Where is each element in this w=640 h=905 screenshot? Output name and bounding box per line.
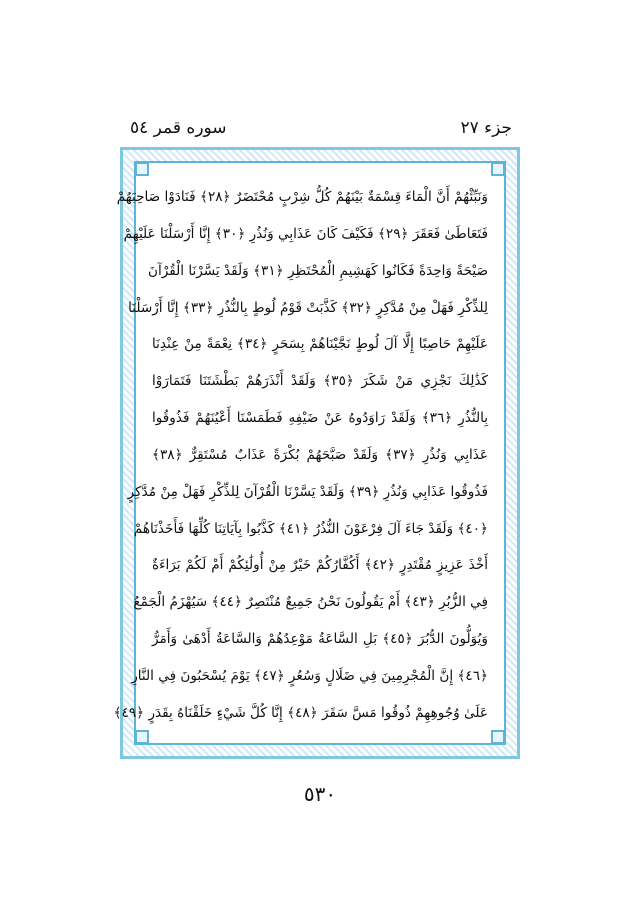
verse-line: لِلذِّكْرِ فَهَلْ مِنْ مُدَّكِرٍ ﴿٣٢﴾ كَذَّبَتْ قَوْمُ لُوطٍ بِالنُّذُرِ ﴿٣٣﴾ إِنَّا أَرْسَلْنَا xyxy=(128,299,488,316)
text-panel xyxy=(113,161,506,745)
verse-line: عَلَيْهِمْ حَاصِبًا إِلَّا آلَ لُوطٍ نَجَّيْنَاهُمْ بِسَحَرٍ ﴿٣٤﴾ نِعْمَةً مِنْ عِنْدِنَا xyxy=(152,336,488,353)
page-number: ٥٣٠ xyxy=(303,782,337,806)
frame-corner-ornament xyxy=(491,162,505,176)
juz-label: جزء ٢٧ xyxy=(460,118,512,138)
page-frame xyxy=(113,147,520,759)
verse-line: كَذَٰلِكَ نَجْزِي مَنْ شَكَرَ ﴿٣٥﴾ وَلَقَدْ أَنْذَرَهُمْ بَطْشَتَنَا فَتَمَارَوْا xyxy=(152,373,488,390)
verse-lines xyxy=(113,181,489,729)
verse-line: فَذُوقُوا عَذَابِي وَنُذُرِ ﴿٣٩﴾ وَلَقَدْ يَسَّرْنَا الْقُرْآنَ لِلذِّكْرِ فَهَلْ مِنْ مُدَّكِرٍ xyxy=(127,483,488,500)
verse-line: فِي الزُّبُرِ ﴿٤٣﴾ أَمْ يَقُولُونَ نَحْنُ جَمِيعٌ مُنْتَصِرٌ ﴿٤٤﴾ سَيُهْزَمُ الْجَمْعُ xyxy=(133,594,488,611)
verse-line: فَتَعَاطَىٰ فَعَقَرَ ﴿٢٩﴾ فَكَيْفَ كَانَ عَذَابِي وَنُذُرِ ﴿٣٠﴾ إِنَّا أَرْسَلْنَا عَلَيْهِمْ xyxy=(123,225,488,242)
verse-line: بِالنُّذُرِ ﴿٣٦﴾ وَلَقَدْ رَاوَدُوهُ عَنْ ضَيْفِهِ فَطَمَسْنَا أَعْيُنَهُمْ فَذُوقُوا xyxy=(152,410,489,427)
verse-line: أَخْذَ عَزِيزٍ مُقْتَدِرٍ ﴿٤٢﴾ أَكُفَّارُكُمْ خَيْرٌ مِنْ أُولَٰئِكُمْ أَمْ لَكُمْ بَرَاءَةٌ xyxy=(152,557,488,574)
verse-line: وَنَبِّئْهُمْ أَنَّ الْمَاءَ قِسْمَةٌ بَيْنَهُمْ كُلُّ شِرْبٍ مُحْتَضَرٌ ﴿٢٨﴾ فَنَادَوْا صَاحِبَهُمْ xyxy=(116,189,488,205)
verse-line: عَلَىٰ وُجُوهِهِمْ ذُوقُوا مَسَّ سَقَرَ ﴿٤٨﴾ إِنَّا كُلَّ شَيْءٍ خَلَقْنَاهُ بِقَدَرٍ ﴿٤٩﴾ xyxy=(113,704,488,721)
frame-corner-ornament xyxy=(491,730,505,744)
verse-line: ﴿٤٠﴾ وَلَقَدْ جَاءَ آلَ فِرْعَوْنَ النُّذُرُ ﴿٤١﴾ كَذَّبُوا بِآيَاتِنَا كُلِّهَا فَأَخَذْنَاهُمْ xyxy=(133,520,488,537)
frame-corner-ornament xyxy=(135,730,149,744)
verse-line: وَيُوَلُّونَ الدُّبُرَ ﴿٤٥﴾ بَلِ السَّاعَةُ مَوْعِدُهُمْ وَالسَّاعَةُ أَدْهَىٰ وَأَمَرُّ xyxy=(152,631,488,648)
verse-line: ﴿٤٦﴾ إِنَّ الْمُجْرِمِينَ فِي ضَلَالٍ وَسُعُرٍ ﴿٤٧﴾ يَوْمَ يُسْحَبُونَ فِي النَّارِ xyxy=(131,667,488,684)
verse-line: صَيْحَةً وَاحِدَةً فَكَانُوا كَهَشِيمِ الْمُحْتَظِرِ ﴿٣١﴾ وَلَقَدْ يَسَّرْنَا الْقُرْآنَ xyxy=(148,262,488,279)
verse-line: عَذَابِي وَنُذُرِ ﴿٣٧﴾ وَلَقَدْ صَبَّحَهُمْ بُكْرَةً عَذَابٌ مُسْتَقِرٌّ ﴿٣٨﴾ xyxy=(152,446,488,463)
frame-corner-ornament xyxy=(135,162,149,176)
surah-label: سوره قمر ٥٤ xyxy=(130,118,227,138)
